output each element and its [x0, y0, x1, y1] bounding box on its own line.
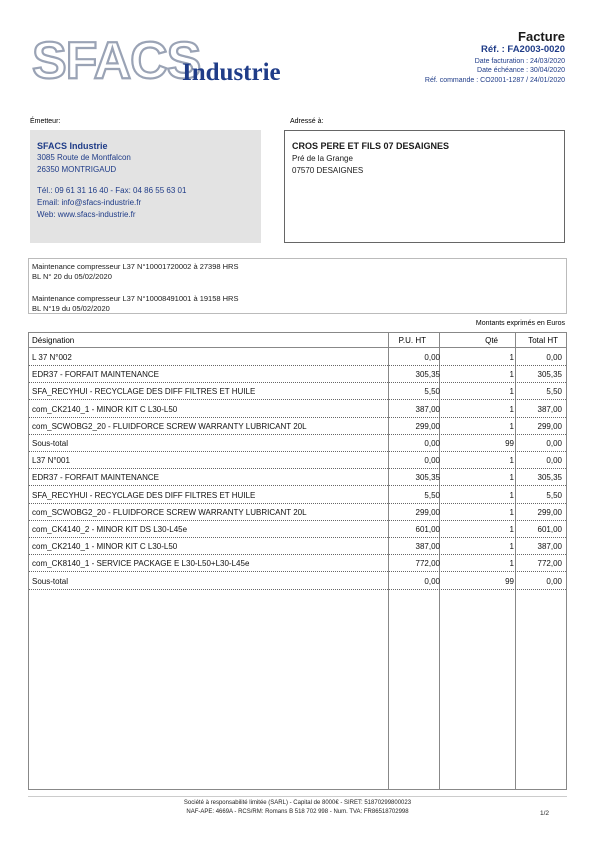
emitter-box	[30, 130, 261, 243]
recipient-label: Adressé à:	[290, 118, 324, 125]
invoice-date: Date facturation : 24/03/2020	[474, 58, 565, 65]
cell-unit-price: 305,35	[415, 473, 440, 483]
note-line: BL N°19 du 05/02/2020	[32, 304, 110, 313]
recipient-address1: Pré de la Grange	[292, 154, 353, 163]
table-row	[29, 469, 566, 486]
cell-quantity: 1	[509, 525, 514, 534]
col-header-designation: Désignation	[32, 336, 75, 345]
emitter-email: Email: info@sfacs-industrie.fr	[37, 198, 142, 207]
cell-total: 0,00	[546, 353, 562, 362]
cell-designation: com_CK2140_1 - MINOR KIT C L30-L50	[32, 404, 178, 414]
col-header-qte: Qté	[485, 336, 498, 345]
table-row	[29, 366, 566, 383]
document-title: Facture	[518, 29, 565, 44]
table-row	[29, 418, 566, 435]
note-line: BL N° 20 du 05/02/2020	[32, 272, 112, 281]
cell-quantity: 1	[509, 473, 514, 483]
cell-total: 387,00	[537, 542, 562, 552]
cell-designation: L 37 N°002	[32, 353, 72, 362]
col-header-pu: P.U. HT	[398, 336, 426, 345]
cell-quantity: 1	[509, 404, 514, 414]
emitter-label: Émetteur:	[30, 118, 61, 125]
cell-unit-price: 387,00	[415, 404, 440, 414]
table-row	[29, 383, 566, 400]
emitter-address2: 26350 MONTRIGAUD	[37, 165, 117, 174]
cell-designation: Sous-total	[32, 439, 69, 448]
cell-designation: com_CK8140_1 - SERVICE PACKAGE E L30-L50+L30-L45e	[32, 559, 250, 569]
table-row	[29, 401, 566, 418]
cell-total: 772,00	[537, 559, 562, 569]
emitter-address1: 3085 Route de Montfalcon	[37, 153, 131, 162]
cell-quantity: 1	[509, 421, 514, 431]
cell-unit-price: 0,00	[424, 353, 440, 362]
cell-designation: SFA_RECYHUI - RECYCLAGE DES DIFF FILTRES ET HUILE	[32, 490, 256, 500]
logo-text: SFACS	[32, 32, 201, 90]
cell-quantity: 1	[509, 456, 514, 466]
cell-designation: com_CK4140_2 - MINOR KIT DS L30-L45e	[32, 525, 188, 534]
table-row	[29, 573, 566, 590]
note-line: Maintenance compresseur L37 N°10008491001 à 19158 HRS	[32, 294, 239, 303]
footer-legal-1: Société à responsabilité limitée (SARL) - Capital de 8000€ - SIRET: 51870299800023	[183, 800, 412, 806]
cell-quantity: 1	[509, 370, 514, 380]
cell-designation: EDR37 - FORFAIT MAINTENANCE	[32, 370, 159, 380]
cell-unit-price: 0,00	[424, 576, 440, 586]
cell-designation: EDR37 - FORFAIT MAINTENANCE	[32, 473, 159, 483]
cell-unit-price: 0,00	[424, 439, 440, 448]
cell-designation: Sous-total	[32, 576, 69, 586]
cell-total: 387,00	[537, 404, 562, 414]
emitter-web: Web: www.sfacs-industrie.fr	[37, 210, 136, 219]
recipient-name: CROS PERE ET FILS 07 DESAIGNES	[292, 141, 450, 151]
cell-unit-price: 5,50	[424, 387, 440, 397]
cell-total: 299,00	[537, 507, 562, 517]
cell-total: 0,00	[546, 439, 562, 448]
cell-quantity: 99	[505, 576, 514, 586]
cell-total: 0,00	[546, 456, 562, 466]
table-row	[29, 435, 566, 452]
table-row	[29, 521, 566, 538]
cell-quantity: 1	[509, 559, 514, 569]
cell-quantity: 1	[509, 490, 514, 500]
cell-total: 305,35	[537, 370, 562, 380]
cell-designation: L37 N°001	[32, 456, 70, 466]
cell-quantity: 1	[509, 387, 514, 397]
note-line: Maintenance compresseur L37 N°10001720002 à 27398 HRS	[32, 262, 239, 271]
cell-designation: com_CK2140_1 - MINOR KIT C L30-L50	[32, 542, 178, 552]
table-row	[29, 538, 566, 555]
cell-total: 5,50	[546, 490, 562, 500]
table-row	[29, 555, 566, 572]
notes-box	[28, 258, 567, 314]
cell-quantity: 1	[509, 353, 514, 362]
emitter-name: SFACS Industrie	[37, 141, 108, 151]
cell-unit-price: 387,00	[415, 542, 440, 552]
footer-legal-2: NAF-APE: 4669A - RCS/RM: Romans B 518 702 998 - Num. TVA: FR86518702998	[186, 809, 409, 815]
cell-total: 305,35	[537, 473, 562, 483]
header-divider	[29, 347, 566, 348]
cell-unit-price: 299,00	[415, 421, 440, 431]
cell-unit-price: 0,00	[424, 456, 440, 466]
cell-total: 5,50	[546, 387, 562, 397]
cell-unit-price: 601,00	[415, 525, 440, 534]
invoice-ref: Réf. : FA2003-0020	[481, 44, 565, 55]
cell-unit-price: 299,00	[415, 507, 440, 517]
cell-total: 601,00	[537, 525, 562, 534]
footer-divider	[28, 796, 567, 797]
due-date: Date échéance : 30/04/2020	[477, 67, 565, 74]
invoice-table	[28, 332, 567, 790]
cell-quantity: 1	[509, 507, 514, 517]
cell-designation: com_SCWOBG2_20 - FLUIDFORCE SCREW WARRANTY LUBRICANT 20L	[32, 421, 307, 431]
row-divider	[29, 589, 566, 590]
table-row	[29, 452, 566, 469]
recipient-address2: 07570 DESAIGNES	[292, 166, 364, 175]
cell-designation: com_SCWOBG2_20 - FLUIDFORCE SCREW WARRANTY LUBRICANT 20L	[32, 507, 307, 517]
page-number: 1/2	[539, 810, 549, 817]
currency-note: Montants exprimés en Euros	[475, 320, 565, 327]
cell-unit-price: 5,50	[424, 490, 440, 500]
recipient-box	[284, 130, 565, 243]
cell-total: 0,00	[546, 576, 562, 586]
emitter-phone: Tél.: 09 61 31 16 40 - Fax: 04 86 55 63 01	[37, 186, 187, 195]
cell-quantity: 99	[505, 439, 514, 448]
col-header-total: Total HT	[528, 336, 558, 345]
cell-designation: SFA_RECYHUI - RECYCLAGE DES DIFF FILTRES ET HUILE	[32, 387, 256, 397]
table-row	[29, 349, 566, 366]
order-ref: Réf. commande : CO2001-1287 / 24/01/2020	[424, 77, 565, 84]
sfacs-logo	[30, 30, 320, 90]
cell-unit-price: 305,35	[415, 370, 440, 380]
table-row	[29, 487, 566, 504]
cell-total: 299,00	[537, 421, 562, 431]
table-row	[29, 504, 566, 521]
cell-unit-price: 772,00	[415, 559, 440, 569]
logo-subtext: Industrie	[182, 59, 281, 86]
cell-quantity: 1	[509, 542, 514, 552]
